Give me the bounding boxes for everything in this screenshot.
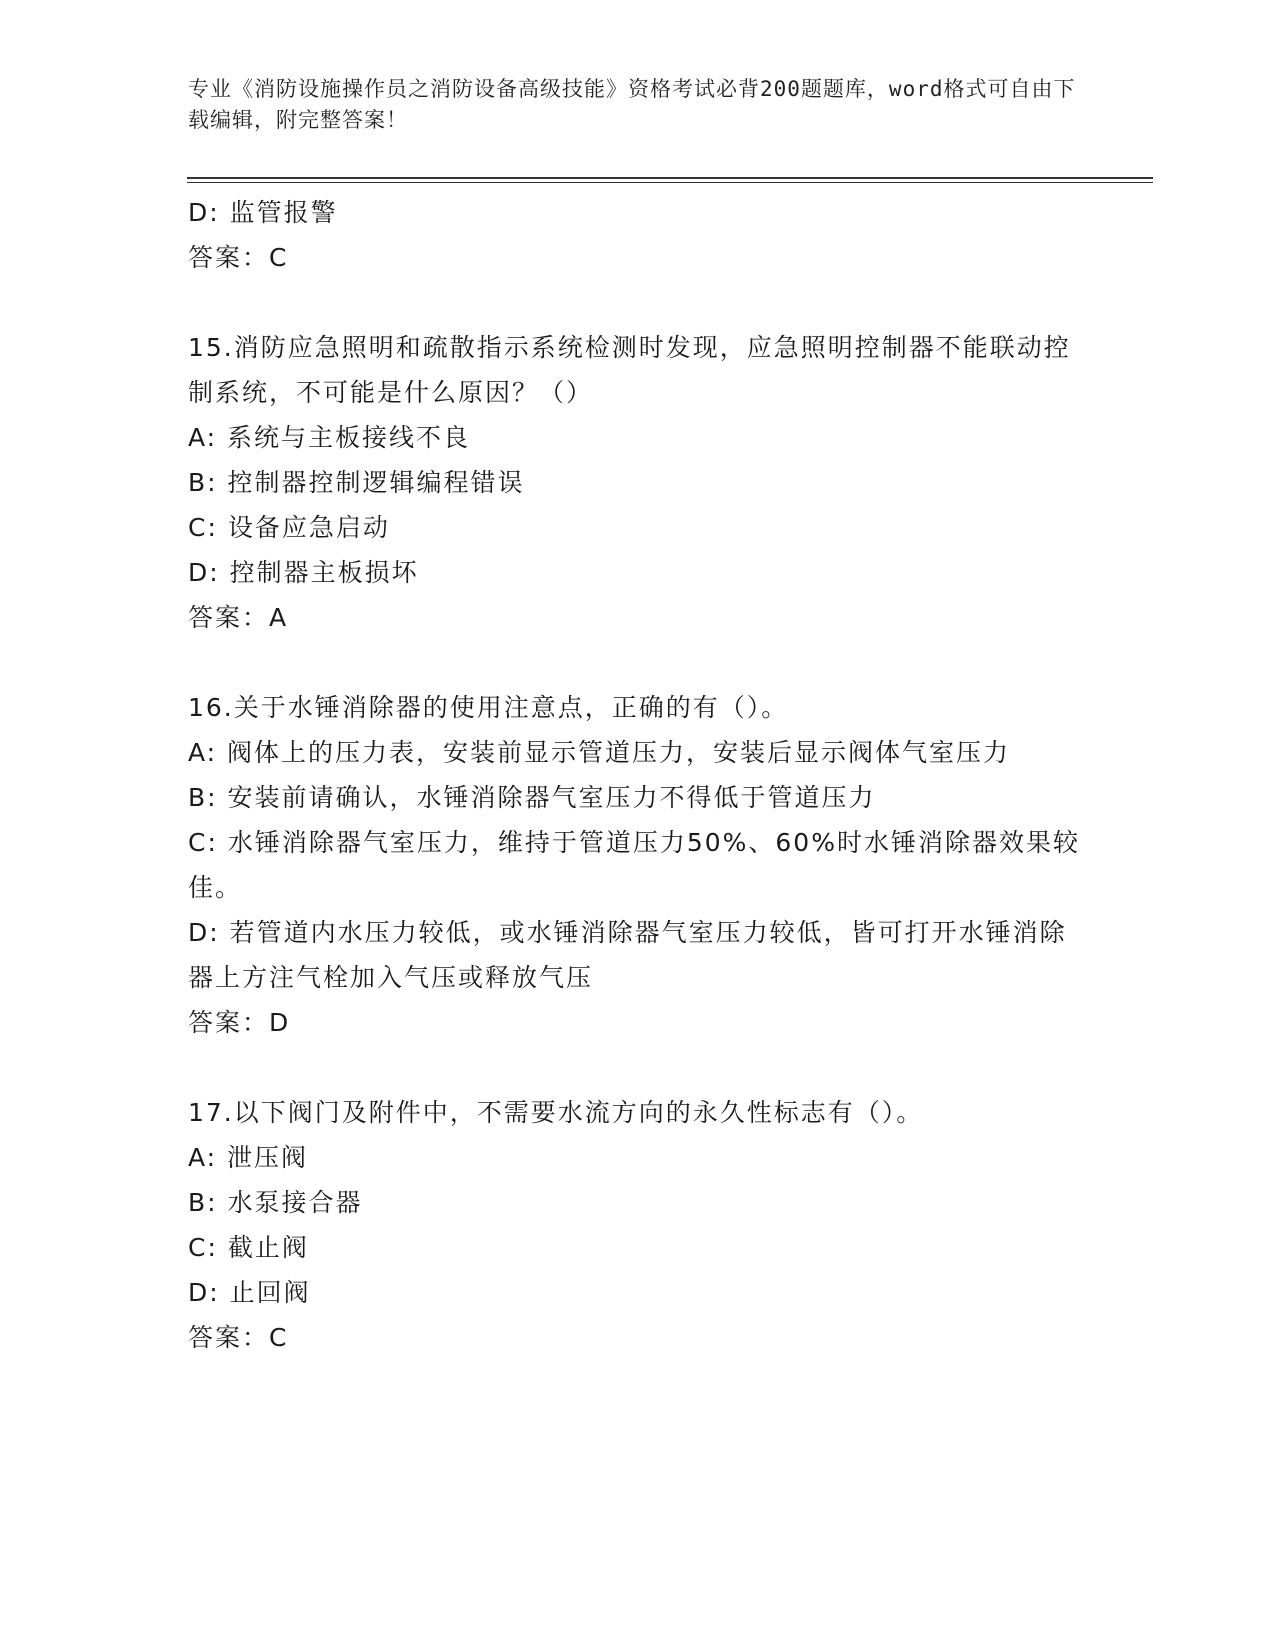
option-a: A: 阀体上的压力表，安装前显示管道压力，安装后显示阀体气室压力 [188, 738, 1011, 767]
option-d: D: 若管道内水压力较低，或水锤消除器气室压力较低，皆可打开水锤消除器上方注气栓加入气压或释放气压 [188, 918, 1067, 992]
spacer [188, 1045, 1128, 1090]
answer-line: 答案：C [188, 1323, 289, 1352]
question-stem: 16.关于水锤消除器的使用注意点，正确的有（）。 [188, 693, 789, 722]
previous-question-tail [188, 190, 1128, 280]
document-header [188, 74, 1078, 136]
answer-line: 答案：C [188, 243, 289, 272]
option-c: C: 水锤消除器气室压力，维持于管道压力50%、60%时水锤消除器效果较佳。 [188, 828, 1080, 902]
header-divider [187, 177, 1153, 183]
option-a: A: 系统与主板接线不良 [188, 423, 471, 452]
question-list [188, 190, 1128, 1360]
option-a: A: 泄压阀 [188, 1143, 309, 1172]
question-stem: 15.消防应急照明和疏散指示系统检测时发现，应急照明控制器不能联动控制系统，不可能是什么原因？（） [188, 333, 1071, 407]
option-d: D: 监管报警 [188, 198, 338, 227]
header-text: 专业《消防设施操作员之消防设备高级技能》资格考试必背200题题库，word格式可自由下载编辑，附完整答案！ [188, 77, 1076, 132]
option-b: B: 水泵接合器 [188, 1188, 363, 1217]
question-stem: 17.以下阀门及附件中，不需要水流方向的永久性标志有（）。 [188, 1098, 924, 1127]
option-d: D: 止回阀 [188, 1278, 311, 1307]
question-17 [188, 1090, 1128, 1360]
option-b: B: 控制器控制逻辑编程错误 [188, 468, 525, 497]
answer-line: 答案：A [188, 603, 289, 632]
question-16 [188, 685, 1128, 1045]
option-b: B: 安装前请确认，水锤消除器气室压力不得低于管道压力 [188, 783, 876, 812]
question-15 [188, 325, 1128, 640]
spacer [188, 640, 1128, 685]
option-c: C: 设备应急启动 [188, 513, 390, 542]
spacer [188, 280, 1128, 325]
option-d: D: 控制器主板损坏 [188, 558, 419, 587]
answer-line: 答案：D [188, 1008, 291, 1037]
option-c: C: 截止阀 [188, 1233, 309, 1262]
